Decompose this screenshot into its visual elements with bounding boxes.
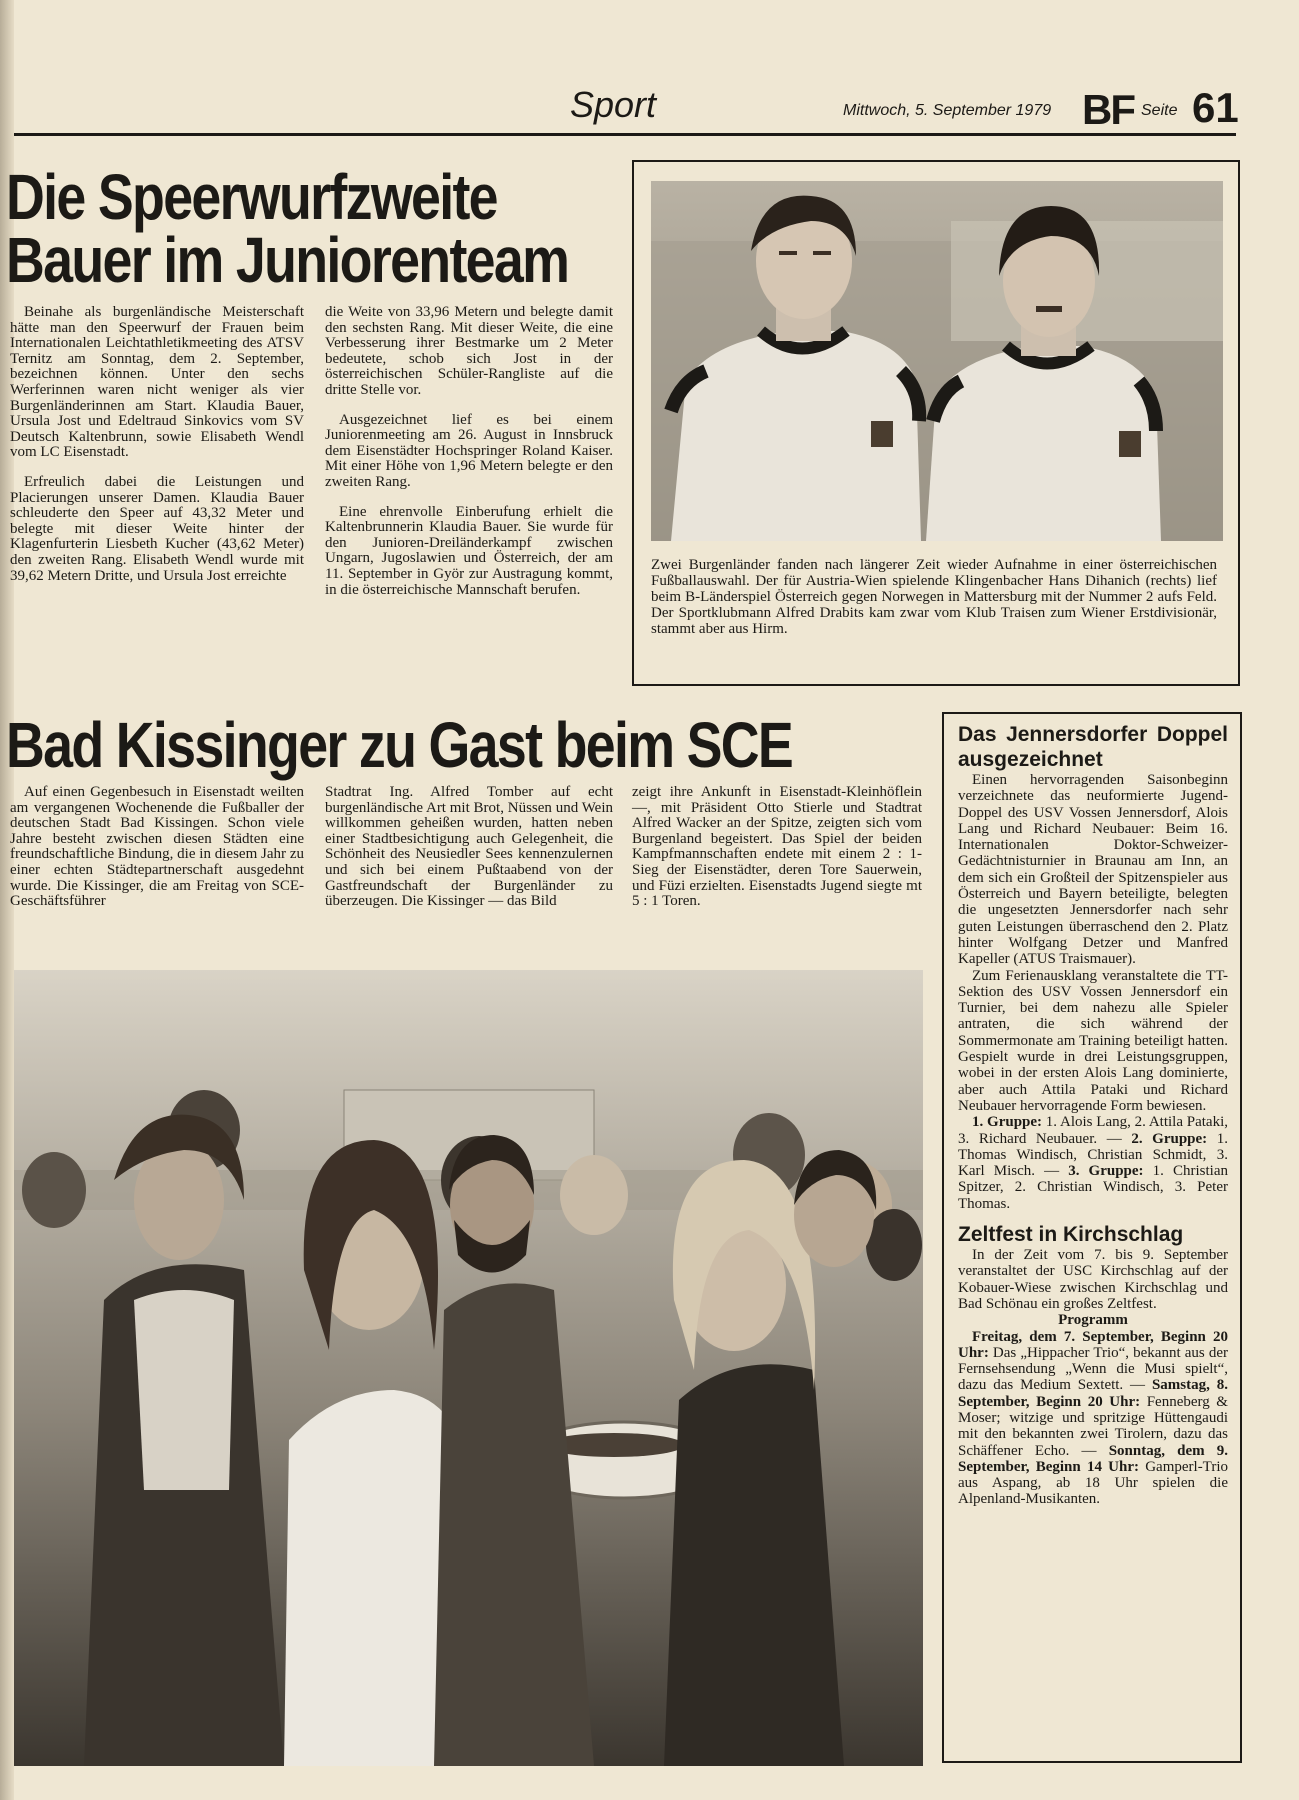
article1-headline-line1: Die Speerwurfzweite: [6, 161, 497, 233]
article1-headline-line2: Bauer im Juniorenteam: [6, 224, 569, 296]
sunday-text: Gamperl-Trio aus Aspang, ab 18 Uhr spielen die Alpenland-Musikanten.: [958, 1458, 1228, 1508]
friday-text: Das „Hippacher Trio“, bekannt aus der Fernsehsendung „Wenn die Musi spielt“, dazu das Medium Sextett. —: [958, 1344, 1228, 1394]
article2-paragraph: Auf einen Gegenbesuch in Eisenstadt weilten am vergangenen Wochenende die Fußballer der deutschen Stadt Bad Kissingen. Schon viele Jahre besteht zwischen diesen Städten eine freundschaftliche Bindung, die in diesem Jahr zu einer echten Städtepartnerschaft ausgedehnt wurde. Die Kissinger, die am Freitag von SCE-Geschäftsführer: [10, 784, 304, 910]
page-label: Seite: [1141, 102, 1178, 119]
group2-results: 1. Thomas Windisch, Christian Schmidt, 3. Karl Misch. —: [958, 1130, 1228, 1180]
issue-date: Mittwoch, 5. September 1979: [843, 102, 1052, 119]
saturday-text: Fenneberg & Moser; witzige und spritzige Hüttengaudi mit den bekannten zwei Tirolern, dazu das Schäffener Echo. —: [958, 1393, 1228, 1459]
newspaper-logo: BF: [1082, 86, 1134, 133]
football-players-photo: [651, 181, 1223, 541]
sidebar-content: [958, 722, 1228, 1508]
group3-label: 3. Gruppe:: [1068, 1163, 1144, 1180]
article1-paragraph: Erfreulich dabei die Leistungen und Placierungen unserer Damen. Klaudia Bauer schleuderte den Speer auf 43,32 Meter und belegte mit dieser Weite hinter der Klagenfurterin Liesbeth Kucher (43,62 Meter) den zweiten Rang. Elisabeth Wendl wurde mit 39,62 Metern Dritte, und Ursula Jost erreichte: [10, 473, 304, 584]
article1-paragraph: Beinahe als burgenländische Meisterschaft hätte man den Speerwurf der Frauen beim Internationalen Leichtathletikmeeting des ATSV Ternitz am Sonntag, dem 2. September, bezeichnen können. Unter den sechs Werferinnen waren nicht weniger als vier Burgenländerinnen am Start. Klaudia Bauer, Ursula Jost und Edeltraud Sinkovics vom SV Deutsch Kaltenbrunn, sowie Elisabeth Wendl vom LC Eisenstadt.: [10, 304, 304, 461]
masthead-rule: [14, 133, 1236, 136]
sidebar-paragraph: In der Zeit vom 7. bis 9. September veranstaltet der USC Kirchschlag auf der Kobauer-Wiese zwischen Kirchschlag und Bad Schönau ein großes Zeltfest.: [958, 1247, 1228, 1312]
article1-paragraph: die Weite von 33,96 Metern und belegte damit den sechsten Rang. Mit dieser Weite, die eine Verbesserung ihrer Bestmarke um 2 Meter bedeutete, schob sich Jost in der österreichischen Schüler-Rangliste auf die dritte Stelle vor.: [325, 304, 613, 398]
group2-label: 2. Gruppe:: [1131, 1130, 1208, 1147]
article2-paragraph: Stadtrat Ing. Alfred Tomber auf echt burgenländische Art mit Brot, Nüssen und Wein willkommen geheißen wurden, hatten neben einer Stadtbesichtigung auch Gelegenheit, die Schönheit des Neusiedler Sees kennenzulernen und sich bei einem Pußtaabend von der Gastfreundschaft der Burgenländer zu überzeugen. Die Kissinger — das Bild: [325, 784, 613, 910]
visitors-arrival-photo: [14, 970, 923, 1766]
friday-label: Freitag, dem 7. September, Beginn 20 Uhr:: [958, 1328, 1228, 1361]
section-title: Sport: [570, 84, 657, 125]
photo1-caption: Zwei Burgenländer fanden nach längerer Zeit wieder Aufnahme in einer österreichischen Fußballauswahl. Der für Austria-Wien spielende Klingenbacher Hans Dihanich (rechts) lief beim B-Länderspiel Österreich gegen Norwegen in Mattersburg mit der Nummer 2 aufs Feld. Der Sportklubmann Alfred Drabits kam zwar vom Klub Traisen zum Wiener Erstdivisionär, stammt aber aus Hirm.: [651, 557, 1217, 637]
sunday-label: Sonntag, dem 9. September, Beginn 14 Uhr:: [958, 1442, 1228, 1475]
group3-results: 1. Christian Spitzer, 2. Christian Windisch, 3. Peter Thomas.: [958, 1163, 1229, 1212]
article2-column3: [632, 785, 922, 924]
article1-column2: [325, 305, 613, 612]
group1-results: 1. Alois Lang, 2. Attila Pataki, 3. Richard Neubauer. —: [958, 1114, 1228, 1147]
sidebar-heading-1: Das Jennersdorfer Doppel ausgezeichnet: [958, 723, 1228, 771]
sidebar-heading-2: Zeltfest in Kirchschlag: [958, 1223, 1184, 1247]
sidebar-paragraph: Einen hervorragenden Saisonbeginn verzeichnete das neuformierte Jugend-Doppel des USV Vossen Jennersdorf, Alois Lang und Richard Neubauer: Beim 16. Internationalen Doktor-Schweizer-Gedächtnisturnier in Braunau am Inn, an dem sich ein Großteil der Spitzenspieler aus Österreich und Bayern beteiligte, belegten die ungesetzten Jennersdorfer nach sehr guten Leistungen überraschend den 2. Platz hinter Wolfgang Detzer und Manfred Kapeller (ATUS Traismauer).: [958, 772, 1228, 968]
article2-column1: [10, 785, 304, 924]
article1-column1: [10, 305, 304, 598]
results-paragraph: [958, 1114, 1228, 1212]
article2-paragraph: zeigt ihre Ankunft in Eisenstadt-Kleinhöflein —, mit Präsident Otto Stierle und Stadtrat Alfred Wacker an der Spitze, zeigten sich vom Burgenland begeistert. Das Spiel der beiden Kampfmannschaften endete mit einem 2 : 1-Sieg der Eisenstädter, deren Tore Sauerwein, und Füzi erzielten. Eisenstadts Jugend siegte mt 5 : 1 Toren.: [632, 784, 922, 910]
programm-heading: Programm: [1058, 1312, 1128, 1329]
saturday-label: Samstag, 8. September, Beginn 20 Uhr:: [958, 1377, 1229, 1410]
article1-paragraph: Eine ehrenvolle Einberufung erhielt die Kaltenbrunnerin Klaudia Bauer. Sie wurde für den Junioren-Dreiländerkampf zwischen Ungarn, Jugoslawien und Österreich, der am 11. September in Györ zur Austragung kommt, in die österreichische Mannschaft berufen.: [325, 503, 613, 598]
programm-paragraph: [958, 1329, 1228, 1508]
sidebar-paragraph: Zum Ferienausklang veranstaltete die TT-Sektion des USV Vossen Jennersdorf ein Turnier, bei dem nahezu alle Spieler antraten, die sich während der Sommermonate am Training beteiligt hatten. Gespielt wurde in drei Leistungsgruppen, wobei in der ersten Alois Lang dominierte, aber auch Attila Pataki und Richard Neubauer hervorragende Form bewiesen.: [958, 967, 1228, 1114]
article1-paragraph: Ausgezeichnet lief es bei einem Juniorenmeeting am 26. August in Innsbruck dem Eisenstädter Hochspringer Roland Kaiser. Mit einer Höhe von 1,96 Metern belegte er den zweiten Rang.: [325, 411, 613, 490]
article2-column2: [325, 785, 613, 924]
article2-headline: Bad Kissinger zu Gast beim SCE: [6, 709, 793, 781]
group1-label: 1. Gruppe:: [972, 1114, 1043, 1131]
page-number: 61: [1192, 84, 1239, 131]
